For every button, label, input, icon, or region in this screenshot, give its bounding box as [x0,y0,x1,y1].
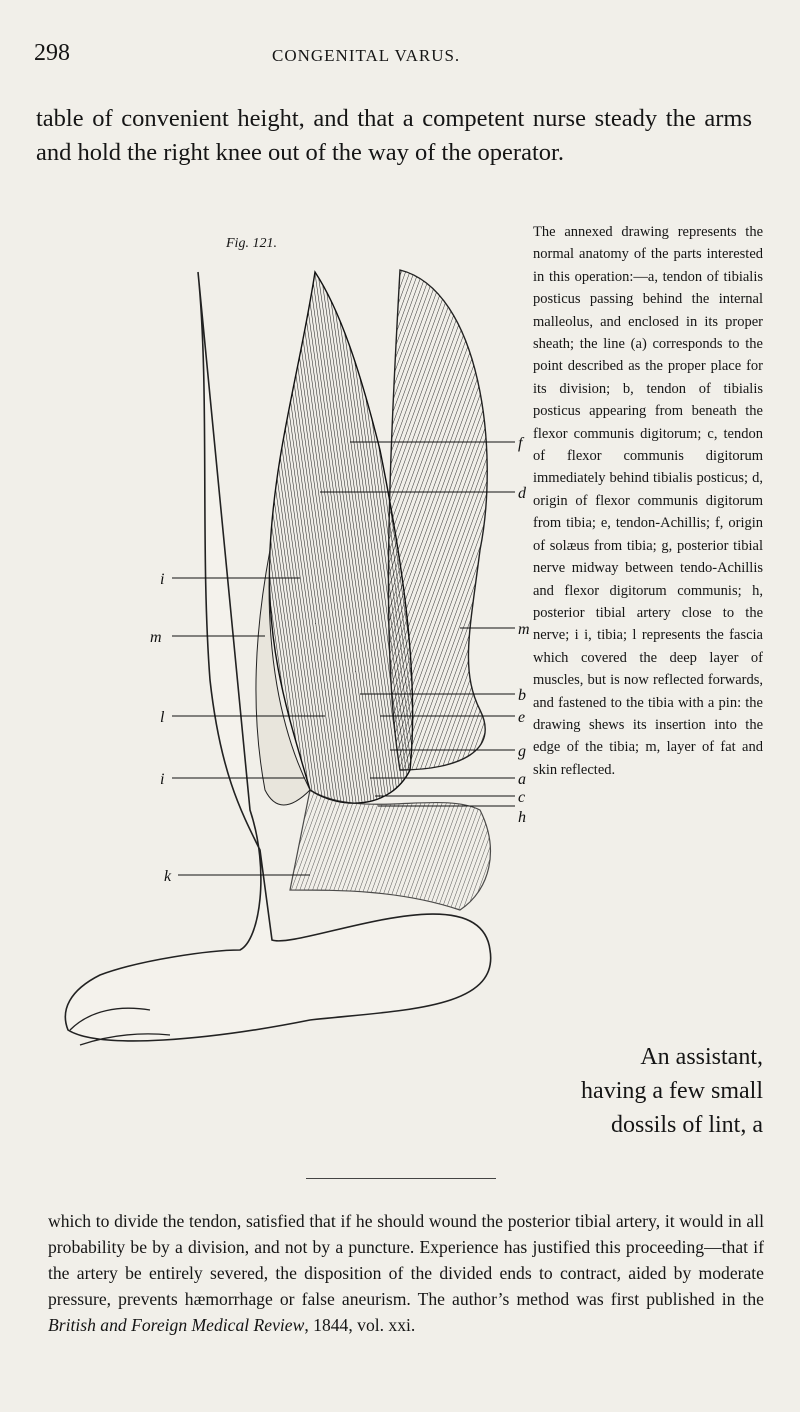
label-f: f [518,435,523,452]
footnote-rule [306,1178,496,1179]
label-i-lower: i [160,771,165,788]
page-number: 298 [34,40,70,66]
muscle-mass [269,272,412,803]
label-g: g [518,743,526,760]
label-e: e [518,709,526,726]
footnote-text-1: which to divide the tendon, satisfied that if he should wound the posterior tibial artery, it would in all probability be by a division, and not by a puncture. Experience has justified this proceeding—that if the artery be entirely severed, the disposition of the divided ends to contract, aided by moderate pressure, prevents hæmorrhage or false aneurism. The author’s method was first published in the [48,1211,764,1309]
bleed-through [180,20,780,50]
heel [290,790,490,910]
label-a: a [518,771,526,788]
letters-right [518,435,530,826]
journal-title: British and Foreign Medical Review [48,1315,305,1335]
lead-paragraph: table of convenient height, and that a competent nurse steady the arms and hold the right knee out of the way of the operator. [36,105,752,166]
footnote-text-2: , 1844, vol. xxi. [304,1315,416,1335]
figure-label: Fig. 121. [226,236,277,251]
label-m-right: m [518,621,530,638]
side-line-3: dossils of lint, a [610,1112,763,1138]
side-line-2: having a few small [581,1078,763,1104]
side-line-1: An assistant, [640,1044,763,1070]
label-l: l [160,709,165,726]
label-c: c [518,789,526,806]
running-head: CONGENITAL VARUS. [272,46,461,65]
label-b: b [518,687,526,704]
anatomical-figure [60,250,530,1090]
figure-caption: The annexed drawing represents the normal anatomy of the parts interested in this operation:—a, tendon of tibialis posticus passing behind the internal malleolus, and enclosed in its proper sheath; the line (a) corresponds to the point described as the proper place for its division; b, tendon of tibialis posticus appearing from beneath the flexor communis digitorum; c, tendon of flexor communis digitorum immediately behind tibialis posticus; d, origin of flexor communis digitorum from tibia; e, tendon-Achillis; f, origin of solæus from tibia; g, posterior tibial nerve midway between tendo-Achillis and flexor digitorum communis; h, posterior tibial artery close to the nerve; i i, tibia; l represents the fascia which covered the deep layer of muscles, but is now reflected forwards, and fastened to the tibia with a pin: the drawing shews its insertion into the edge of the tibia; m, layer of fat and skin reflected. [533,224,763,778]
label-k: k [164,868,172,885]
label-h: h [518,809,526,826]
side-paragraph [536,1040,763,1142]
label-m-left: m [150,629,162,646]
label-d: d [518,485,526,502]
footnote-paragraph [48,1208,764,1338]
letters-left [150,571,172,885]
label-i-upper: i [160,571,165,588]
